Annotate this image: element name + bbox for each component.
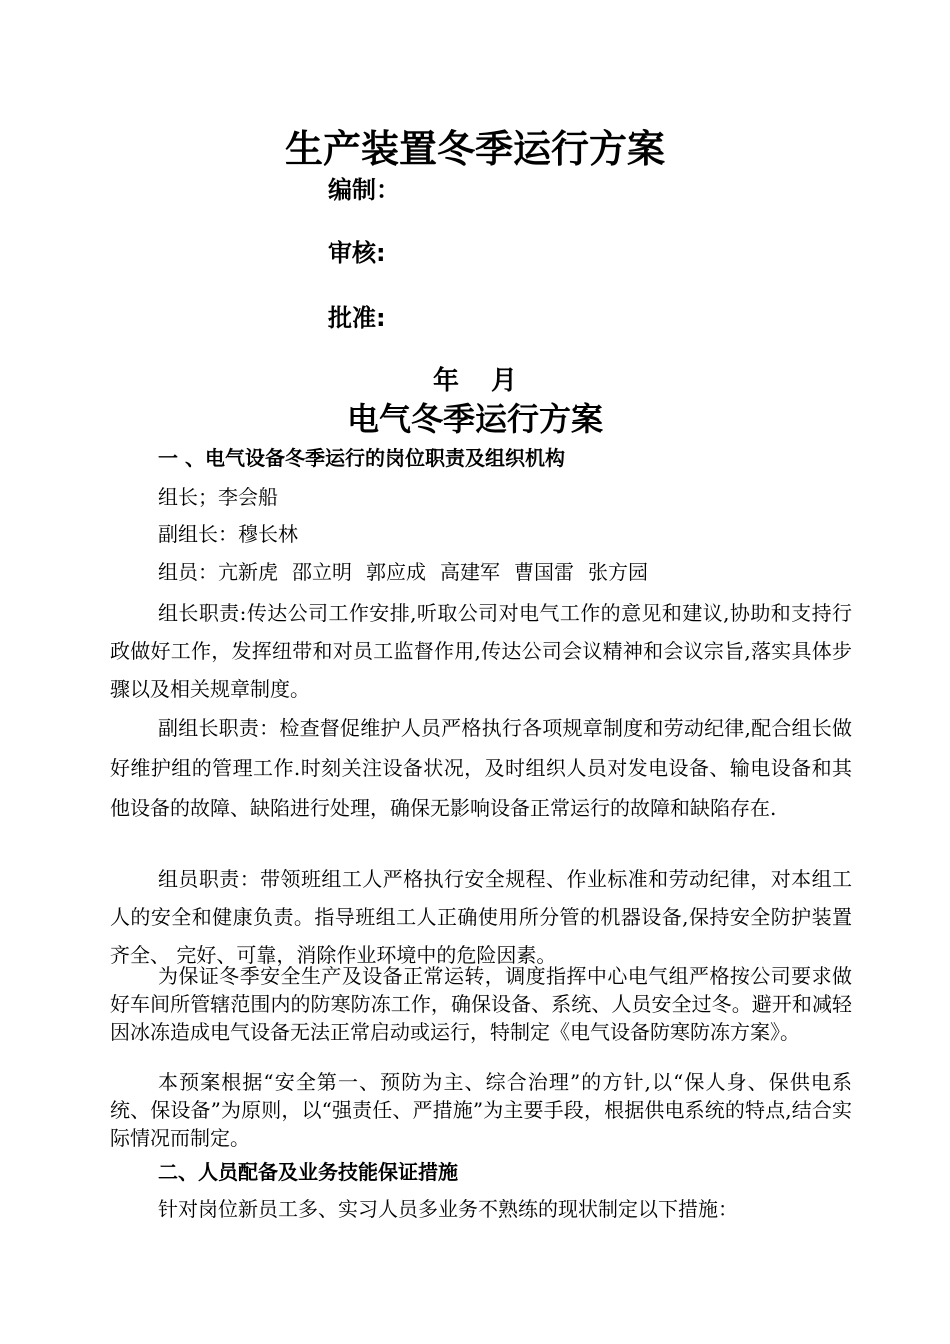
year-label: 年 — [432, 366, 459, 396]
approved-by-label: 批准: — [328, 304, 386, 332]
member-name: 高建军 — [440, 560, 500, 584]
member-name: 亢新虎 — [218, 560, 278, 584]
leader-duties-paragraph: 组长职责:传达公司工作安排,听取公司对电气工作的意见和建议,协助和支持行政做好工作，发挥纽带和对员工监督作用,传达公司会议精神和会议宗旨,落实具体步骤以及相关规章制度。 — [110, 601, 852, 701]
member-duties-paragraph: 组员职责：带领班组工人严格执行安全规程、作业标准和劳动纪律，对本组工人的安全和健康负责。指导班组工人正确使用所分管的机器设备,保持安全防护装置齐全、 完好、可靠，消除作业环境中的危险因素。 — [110, 867, 852, 967]
members-label: 组员： — [158, 560, 218, 584]
basis-paragraph: 本预案根据“安全第一、预防为主、综合治理”的方针,以“保人身、保供电系统、保设备”为原则，以“强责任、严措施”为主要手段，根据供电系统的特点,结合实际情况而制定。 — [110, 1070, 852, 1150]
date-line — [0, 360, 950, 397]
section2-intro: 针对岗位新员工多、实习人员多业务不熟练的现状制定以下措施： — [158, 1197, 738, 1221]
member-name: 郭应成 — [366, 560, 426, 584]
member-name: 张方园 — [588, 560, 648, 584]
month-label: 月 — [491, 366, 518, 396]
compiled-by-label: 编制： — [328, 176, 400, 204]
section-title: 电气冬季运行方案 — [346, 400, 603, 438]
reviewed-by-label: 审核: — [328, 239, 386, 267]
leader-line: 组长；李会船 — [158, 485, 278, 509]
member-name: 邵立明 — [292, 560, 352, 584]
deputy-line: 副组长：穆长林 — [158, 522, 298, 546]
section2-heading: 二、人员配备及业务技能保证措施 — [158, 1160, 458, 1184]
deputy-duties-paragraph: 副组长职责：检查督促维护人员严格执行各项规章制度和劳动纪律,配合组长做好维护组的管理工作.时刻关注设备状况，及时组织人员对发电设备、输电设备和其他设备的故障、缺陷进行处理，确保无影响设备正常运行的故障和缺陷存在. — [110, 716, 852, 820]
purpose-paragraph: 为保证冬季安全生产及设备正常运转，调度指挥中心电气组严格按公司要求做好车间所管辖范围内的防寒防冻工作，确保设备、系统、人员安全过冬。避开和减轻因冰冻造成电气设备无法正常启动或运行，特制定《电气设备防寒防冻方案》。 — [110, 964, 852, 1044]
section1-heading: 一 、电气设备冬季运行的岗位职责及组织机构 — [158, 446, 565, 470]
members-line — [158, 556, 662, 585]
member-name: 曹国雷 — [514, 560, 574, 584]
document-title: 生产装置冬季运行方案 — [284, 127, 665, 171]
